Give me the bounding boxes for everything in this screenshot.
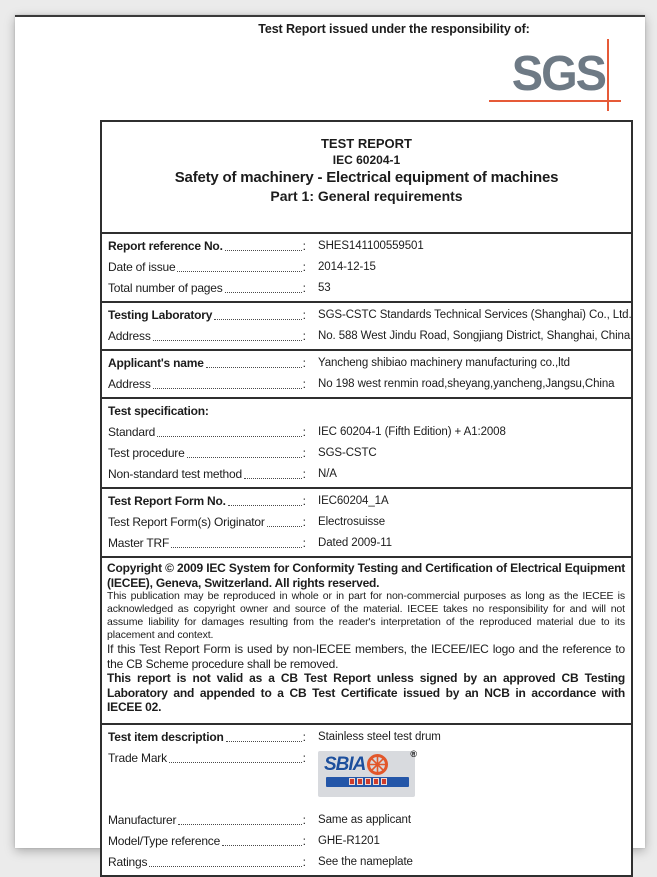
field-value: Same as applicant — [318, 813, 411, 826]
field-row-master-trf — [102, 533, 631, 554]
chinese-glyph — [373, 778, 379, 785]
copyright-validity-note: This report is not valid as a CB Test Report unless signed by an approved CB Testing Laboratory and appended to a CB Test Certificate issued by an NCB in accordance with IECEE 02. — [107, 671, 625, 714]
dotted-leader — [226, 741, 302, 742]
sbia-logo-text: SBIA — [324, 754, 366, 775]
sbia-logo-top — [318, 751, 415, 776]
field-label: Test Report Form(s) Originator : — [108, 515, 306, 529]
field-label: Master TRF : — [108, 536, 306, 550]
field-row-ratings — [102, 852, 631, 873]
report-title-block — [102, 122, 631, 232]
section-report-reference — [102, 232, 631, 301]
dotted-leader — [178, 824, 301, 825]
field-label: Test procedure : — [108, 446, 306, 460]
field-label: Manufacturer : — [108, 812, 306, 827]
section-copyright — [102, 556, 631, 723]
page-top-edge — [15, 15, 645, 17]
sgs-logo — [491, 37, 631, 115]
field-value: Yancheng shibiao machinery manufacturing co.,ltd — [318, 357, 570, 369]
field-row-testing-laboratory — [102, 305, 631, 326]
dotted-leader — [177, 271, 301, 272]
field-row-report-form-no — [102, 491, 631, 512]
copyright-statement: Copyright © 2009 IEC System for Conformity Testing and Certification of Electrical Equipment (IECEE), Geneva, Switzerland. All rights reserved. — [107, 561, 625, 590]
field-label: Ratings : — [108, 854, 306, 869]
dotted-leader — [171, 547, 302, 548]
dotted-leader — [153, 388, 302, 389]
field-value: GHE-R1201 — [318, 834, 380, 847]
dotted-leader — [149, 866, 301, 867]
dotted-leader — [214, 319, 301, 320]
field-label: Total number of pages : — [108, 281, 306, 295]
report-standard-number: IEC 60204-1 — [332, 153, 401, 167]
field-label: Address : — [108, 377, 306, 391]
field-value: Stainless steel test drum — [318, 730, 441, 743]
section-report-form — [102, 487, 631, 556]
field-row-model-type — [102, 831, 631, 852]
field-label: Test Report Form No. : — [108, 494, 306, 508]
field-value: See the nameplate — [318, 855, 413, 868]
dotted-leader — [222, 845, 302, 846]
copyright-reproduction-note: This publication may be reproduced in whole or in part for non-commercial purposes as long as the IECEE is acknowledged as copyright owner and source of the material. IECEE takes no responsibility for and will not assume liability for damages resulting from the reader's interpretation of the reproduced material due to its placement and context. — [107, 590, 625, 641]
field-value: IEC60204_1A — [318, 495, 389, 507]
field-label: Test specification: — [108, 404, 209, 418]
field-row-trade-mark — [102, 748, 631, 800]
field-value: SGS-CSTC Standards Technical Services (Shanghai) Co., Ltd. — [318, 309, 632, 321]
field-row-applicant-address — [102, 374, 631, 395]
field-row-non-standard-method — [102, 464, 631, 485]
dotted-leader — [228, 505, 302, 506]
dotted-leader — [169, 762, 302, 763]
field-row-test-item-description — [102, 727, 631, 748]
dotted-leader — [157, 436, 302, 437]
field-value: Electrosuisse — [318, 516, 386, 528]
sgs-logo-horizontal-line — [489, 100, 621, 102]
sbia-trademark-logo — [318, 748, 417, 797]
chinese-glyph — [349, 778, 355, 785]
field-label: Applicant's name : — [108, 356, 306, 370]
report-standard-name: Safety of machinery - Electrical equipment of machines — [174, 169, 559, 186]
chinese-glyph — [381, 778, 387, 785]
field-value: N/A — [318, 468, 337, 480]
field-row-total-pages — [102, 278, 631, 299]
section-test-specification — [102, 397, 631, 487]
field-row-report-reference — [102, 236, 631, 257]
wheel-icon — [366, 753, 389, 776]
responsibility-header: Test Report issued under the responsibility of: — [258, 22, 530, 36]
field-label: Address : — [108, 329, 306, 343]
document-page — [15, 15, 645, 869]
dotted-leader — [244, 478, 302, 479]
field-row-date-of-issue — [102, 257, 631, 278]
sbia-logo-chinese-bar — [326, 777, 409, 787]
dotted-leader — [153, 340, 302, 341]
field-value: No. 588 West Jindu Road, Songjiang District, Shanghai, China — [318, 330, 631, 342]
field-value: IEC 60204-1 (Fifth Edition) + A1:2008 — [318, 426, 506, 438]
section-applicant — [102, 349, 631, 397]
field-value: No 198 west renmin road,sheyang,yancheng,Jangsu,China — [318, 378, 615, 390]
field-label: Standard : — [108, 425, 306, 439]
section-test-item — [102, 723, 631, 875]
field-row-manufacturer — [102, 810, 631, 831]
field-row-applicant-name — [102, 353, 631, 374]
field-label: Testing Laboratory : — [108, 308, 306, 322]
field-row-standard — [102, 422, 631, 443]
field-label: Trade Mark : — [108, 750, 306, 765]
sgs-logo-text: SGS — [511, 44, 605, 101]
field-value: SGS-CSTC — [318, 447, 377, 459]
dotted-leader — [267, 526, 302, 527]
field-value: 2014-12-15 — [318, 261, 376, 273]
dotted-leader — [225, 250, 302, 251]
field-label: Date of issue : — [108, 260, 306, 274]
field-label: Model/Type reference : — [108, 833, 306, 848]
field-label: Test item description : — [108, 729, 306, 744]
dotted-leader — [187, 457, 302, 458]
field-value: 53 — [318, 282, 331, 294]
field-value: Dated 2009-11 — [318, 537, 392, 549]
dotted-leader — [206, 367, 302, 368]
copyright-non-iecee-note: If this Test Report Form is used by non-IECEE members, the IECEE/IEC logo and the reference to the CB Scheme procedure shall be removed. — [107, 642, 625, 671]
report-title: TEST REPORT — [320, 136, 412, 151]
chinese-glyph — [365, 778, 371, 785]
test-report-table — [100, 120, 633, 877]
dotted-leader — [225, 292, 302, 293]
section-testing-laboratory — [102, 301, 631, 349]
field-row-laboratory-address — [102, 326, 631, 347]
field-row-test-procedure — [102, 443, 631, 464]
registered-trademark-icon: ® — [410, 748, 417, 759]
field-row-form-originator — [102, 512, 631, 533]
chinese-glyph — [357, 778, 363, 785]
field-value: SHES141100559501 — [318, 240, 424, 252]
field-row-test-specification — [102, 401, 631, 422]
report-standard-part: Part 1: General requirements — [270, 188, 463, 204]
field-label: Non-standard test method : — [108, 467, 306, 481]
field-label: Report reference No. : — [108, 239, 306, 253]
